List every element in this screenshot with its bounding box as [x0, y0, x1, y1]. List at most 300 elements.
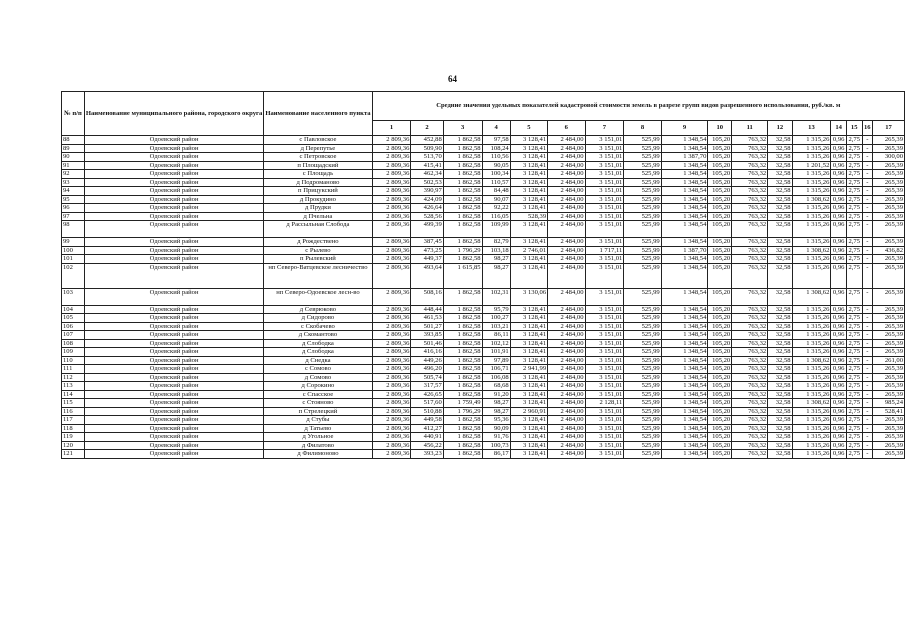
value-col-6: 2 484,00: [548, 416, 585, 425]
row-number: 105: [62, 314, 85, 323]
value-col-4: 68,68: [482, 382, 510, 391]
value-col-5: 3 128,41: [510, 450, 547, 459]
value-col-15: 2,75: [846, 390, 862, 399]
value-col-10: 105,20: [708, 348, 732, 357]
value-col-10: 105,20: [708, 407, 732, 416]
value-col-7: 3 151,01: [585, 314, 624, 323]
value-col-9: 1 348,54: [661, 187, 708, 196]
row-number: 118: [62, 424, 85, 433]
value-col-1: 2 809,36: [372, 170, 411, 179]
value-col-10: 105,20: [708, 246, 732, 255]
value-col-4: 95,79: [482, 305, 510, 314]
value-col-5: 3 128,41: [510, 314, 547, 323]
value-col-11: 763,32: [732, 390, 768, 399]
value-col-10: 105,20: [708, 204, 732, 213]
value-col-1: 2 809,36: [372, 339, 411, 348]
value-col-10: 105,20: [708, 424, 732, 433]
value-col-10: 105,20: [708, 288, 732, 305]
row-number: 101: [62, 255, 85, 264]
value-col-16: -: [862, 255, 873, 264]
value-col-4: 82,79: [482, 238, 510, 247]
value-col-14: 0,96: [831, 390, 847, 399]
row-number: 115: [62, 399, 85, 408]
value-col-3: 1 862,58: [443, 305, 482, 314]
district-name: Одоевский район: [84, 136, 263, 145]
value-col-9: 1 348,54: [661, 450, 708, 459]
value-col-1: 2 809,36: [372, 246, 411, 255]
settlement-name: д Рождествено: [264, 238, 372, 247]
value-col-17: 265,39: [873, 373, 905, 382]
value-col-3: 1 862,58: [443, 450, 482, 459]
table-row: [62, 399, 905, 408]
table-row: [62, 246, 905, 255]
value-col-2: 499,39: [411, 221, 443, 238]
value-col-15: 2,75: [846, 365, 862, 374]
value-col-14: 0,96: [831, 331, 847, 340]
value-col-16: -: [862, 187, 873, 196]
header-group-col-1: 1: [372, 121, 411, 136]
value-col-5: 3 128,41: [510, 170, 547, 179]
table-row: [62, 365, 905, 374]
value-col-3: 1 862,58: [443, 348, 482, 357]
value-col-17: 265,39: [873, 170, 905, 179]
value-col-9: 1 348,54: [661, 263, 708, 288]
value-col-13: 1 201,52: [792, 161, 831, 170]
settlement-name: д Скомантово: [264, 331, 372, 340]
value-col-2: 393,85: [411, 331, 443, 340]
table-row: [62, 288, 905, 305]
value-col-10: 105,20: [708, 433, 732, 442]
value-col-6: 2 484,00: [548, 348, 585, 357]
value-col-14: 0,96: [831, 433, 847, 442]
value-col-1: 2 809,36: [372, 263, 411, 288]
value-col-8: 525,99: [624, 339, 661, 348]
value-col-15: 2,75: [846, 161, 862, 170]
value-col-2: 416,16: [411, 348, 443, 357]
value-col-5: 3 128,41: [510, 373, 547, 382]
value-col-2: 496,20: [411, 365, 443, 374]
table-row: [62, 314, 905, 323]
value-col-9: 1 348,54: [661, 399, 708, 408]
value-col-14: 0,96: [831, 221, 847, 238]
district-name: Одоевский район: [84, 450, 263, 459]
value-col-8: 525,99: [624, 288, 661, 305]
table-row: [62, 441, 905, 450]
district-name: Одоевский район: [84, 153, 263, 162]
settlement-name: д Стубы: [264, 416, 372, 425]
value-col-12: 32,58: [768, 433, 792, 442]
value-col-15: 2,75: [846, 170, 862, 179]
value-col-17: 265,39: [873, 416, 905, 425]
value-col-5: 3 128,41: [510, 221, 547, 238]
value-col-7: 3 151,01: [585, 331, 624, 340]
value-col-14: 0,96: [831, 339, 847, 348]
value-col-2: 390,97: [411, 187, 443, 196]
value-col-2: 387,45: [411, 238, 443, 247]
value-col-4: 100,34: [482, 170, 510, 179]
value-col-9: 1 348,54: [661, 382, 708, 391]
value-col-17: 265,39: [873, 212, 905, 221]
value-col-13: 1 315,26: [792, 314, 831, 323]
value-col-3: 1 862,58: [443, 441, 482, 450]
value-col-17: 265,39: [873, 390, 905, 399]
value-col-6: 2 484,00: [548, 356, 585, 365]
value-col-13: 1 315,26: [792, 433, 831, 442]
value-col-4: 103,18: [482, 246, 510, 255]
value-col-11: 763,32: [732, 407, 768, 416]
value-col-11: 763,32: [732, 450, 768, 459]
table-row: [62, 348, 905, 357]
value-col-3: 1 759,49: [443, 399, 482, 408]
value-col-5: 2 746,01: [510, 246, 547, 255]
value-col-15: 2,75: [846, 288, 862, 305]
value-col-13: 1 315,26: [792, 136, 831, 145]
value-col-6: 2 484,00: [548, 365, 585, 374]
value-col-4: 90,07: [482, 195, 510, 204]
value-col-2: 502,53: [411, 178, 443, 187]
header-group-col-2: 2: [411, 121, 443, 136]
value-col-16: -: [862, 136, 873, 145]
row-number: 109: [62, 348, 85, 357]
value-col-12: 32,58: [768, 399, 792, 408]
district-name: Одоевский район: [84, 263, 263, 288]
value-col-8: 525,99: [624, 187, 661, 196]
value-col-4: 109,99: [482, 221, 510, 238]
value-col-11: 763,32: [732, 416, 768, 425]
row-number: 104: [62, 305, 85, 314]
value-col-13: 1 315,26: [792, 339, 831, 348]
value-col-14: 0,96: [831, 136, 847, 145]
value-col-6: 2 484,00: [548, 433, 585, 442]
value-col-7: 3 151,01: [585, 424, 624, 433]
value-col-5: 3 128,41: [510, 136, 547, 145]
row-number: 102: [62, 263, 85, 288]
value-col-4: 101,91: [482, 348, 510, 357]
value-col-11: 763,32: [732, 212, 768, 221]
settlement-name: п Площадский: [264, 161, 372, 170]
value-col-2: 448,44: [411, 305, 443, 314]
district-name: Одоевский район: [84, 390, 263, 399]
value-col-1: 2 809,36: [372, 288, 411, 305]
district-name: Одоевский район: [84, 373, 263, 382]
value-col-9: 1 348,54: [661, 339, 708, 348]
value-col-13: 1 315,26: [792, 390, 831, 399]
value-col-16: -: [862, 204, 873, 213]
value-col-4: 97,89: [482, 356, 510, 365]
table-row: [62, 144, 905, 153]
row-number: 98: [62, 221, 85, 238]
settlement-name: п Рылевский: [264, 255, 372, 264]
value-col-10: 105,20: [708, 263, 732, 288]
value-col-11: 763,32: [732, 424, 768, 433]
value-col-14: 0,96: [831, 246, 847, 255]
value-col-5: 3 128,41: [510, 339, 547, 348]
value-col-13: 1 315,26: [792, 373, 831, 382]
value-col-7: 1 717,11: [585, 246, 624, 255]
value-col-6: 2 484,00: [548, 238, 585, 247]
district-name: Одоевский район: [84, 288, 263, 305]
value-col-12: 32,58: [768, 314, 792, 323]
value-col-4: 86,11: [482, 331, 510, 340]
district-name: Одоевский район: [84, 322, 263, 331]
value-col-14: 0,96: [831, 416, 847, 425]
value-col-1: 2 809,36: [372, 356, 411, 365]
value-col-4: 108,24: [482, 144, 510, 153]
value-col-15: 2,75: [846, 441, 862, 450]
settlement-name: д Филимоново: [264, 450, 372, 459]
value-col-15: 2,75: [846, 263, 862, 288]
value-col-10: 105,20: [708, 221, 732, 238]
value-col-6: 2 484,00: [548, 288, 585, 305]
value-col-3: 1 862,58: [443, 416, 482, 425]
district-name: Одоевский район: [84, 416, 263, 425]
table-row: [62, 136, 905, 145]
value-col-14: 0,96: [831, 238, 847, 247]
value-col-3: 1 862,58: [443, 424, 482, 433]
value-col-17: 300,00: [873, 153, 905, 162]
value-col-15: 2,75: [846, 373, 862, 382]
value-col-13: 1 308,62: [792, 288, 831, 305]
value-col-3: 1 862,58: [443, 144, 482, 153]
value-col-11: 763,32: [732, 356, 768, 365]
value-col-9: 1 348,54: [661, 288, 708, 305]
district-name: Одоевский район: [84, 170, 263, 179]
page-number: 64: [448, 74, 457, 84]
value-col-8: 525,99: [624, 314, 661, 323]
value-col-12: 32,58: [768, 263, 792, 288]
row-number: 110: [62, 356, 85, 365]
value-col-7: 3 151,01: [585, 255, 624, 264]
table-row: [62, 382, 905, 391]
value-col-6: 2 484,00: [548, 187, 585, 196]
value-col-5: 3 128,41: [510, 441, 547, 450]
district-name: Одоевский район: [84, 195, 263, 204]
header-group-col-8: 8: [624, 121, 661, 136]
value-col-5: 3 128,41: [510, 356, 547, 365]
value-col-12: 32,58: [768, 246, 792, 255]
value-col-14: 0,96: [831, 288, 847, 305]
value-col-2: 493,64: [411, 263, 443, 288]
value-col-16: -: [862, 178, 873, 187]
value-col-17: 436,82: [873, 246, 905, 255]
value-col-6: 2 484,00: [548, 450, 585, 459]
value-col-2: 440,91: [411, 433, 443, 442]
value-col-2: 510,88: [411, 407, 443, 416]
value-col-12: 32,58: [768, 339, 792, 348]
value-col-4: 97,58: [482, 136, 510, 145]
value-col-15: 2,75: [846, 212, 862, 221]
value-col-10: 105,20: [708, 373, 732, 382]
value-col-8: 525,99: [624, 365, 661, 374]
value-col-16: -: [862, 399, 873, 408]
value-col-4: 106,08: [482, 373, 510, 382]
value-col-16: -: [862, 238, 873, 247]
value-col-12: 32,58: [768, 212, 792, 221]
header-value-group: Средние значения удельных показателей кадастровой стоимости земель в разрезе групп видов разрешенного использования, руб./кв. м: [372, 92, 904, 121]
value-col-1: 2 809,36: [372, 399, 411, 408]
value-col-10: 105,20: [708, 238, 732, 247]
value-col-15: 2,75: [846, 187, 862, 196]
value-col-1: 2 809,36: [372, 204, 411, 213]
value-col-3: 1 862,58: [443, 356, 482, 365]
value-col-7: 3 151,01: [585, 238, 624, 247]
value-col-10: 105,20: [708, 136, 732, 145]
value-col-3: 1 862,58: [443, 187, 482, 196]
value-col-4: 98,27: [482, 407, 510, 416]
value-col-14: 0,96: [831, 144, 847, 153]
value-col-10: 105,20: [708, 390, 732, 399]
value-col-8: 525,99: [624, 424, 661, 433]
value-col-13: 1 315,26: [792, 178, 831, 187]
settlement-name: д Рассыльная Слобода: [264, 221, 372, 238]
value-col-14: 0,96: [831, 187, 847, 196]
value-col-11: 763,32: [732, 382, 768, 391]
value-col-7: 3 151,01: [585, 195, 624, 204]
value-col-5: 2 960,91: [510, 407, 547, 416]
value-col-9: 1 348,54: [661, 161, 708, 170]
value-col-6: 2 484,00: [548, 263, 585, 288]
district-name: Одоевский район: [84, 441, 263, 450]
value-col-16: -: [862, 322, 873, 331]
value-col-2: 508,16: [411, 288, 443, 305]
value-col-16: -: [862, 390, 873, 399]
cadastral-value-table: [61, 91, 905, 459]
table-row: [62, 305, 905, 314]
header-group-col-4: 4: [482, 121, 510, 136]
header-group-col-12: 12: [768, 121, 792, 136]
value-col-5: 2 941,99: [510, 365, 547, 374]
settlement-name: д Сомово: [264, 373, 372, 382]
district-name: Одоевский район: [84, 382, 263, 391]
value-col-1: 2 809,36: [372, 195, 411, 204]
value-col-16: -: [862, 263, 873, 288]
value-col-6: 2 484,00: [548, 373, 585, 382]
value-col-17: 265,39: [873, 348, 905, 357]
value-col-5: 3 128,41: [510, 204, 547, 213]
value-col-13: 1 315,26: [792, 424, 831, 433]
row-number: 97: [62, 212, 85, 221]
value-col-16: -: [862, 221, 873, 238]
value-col-17: 261,00: [873, 356, 905, 365]
value-col-7: 3 151,01: [585, 390, 624, 399]
value-col-13: 1 315,26: [792, 305, 831, 314]
value-col-14: 0,96: [831, 263, 847, 288]
value-col-1: 2 809,36: [372, 416, 411, 425]
value-col-17: 265,39: [873, 161, 905, 170]
value-col-7: 3 151,01: [585, 416, 624, 425]
settlement-name: нп Северо-Ватцевское лесничество: [264, 263, 372, 288]
value-col-7: 3 151,01: [585, 170, 624, 179]
value-col-15: 2,75: [846, 153, 862, 162]
table-row: [62, 339, 905, 348]
value-col-9: 1 348,54: [661, 178, 708, 187]
value-col-10: 105,20: [708, 322, 732, 331]
value-col-13: 1 315,26: [792, 407, 831, 416]
row-number: 92: [62, 170, 85, 179]
district-name: Одоевский район: [84, 305, 263, 314]
table-row: [62, 373, 905, 382]
value-col-12: 32,58: [768, 195, 792, 204]
value-col-12: 32,58: [768, 144, 792, 153]
value-col-3: 1 615,85: [443, 263, 482, 288]
header-group-col-16: 16: [862, 121, 873, 136]
value-col-8: 525,99: [624, 195, 661, 204]
value-col-2: 426,64: [411, 204, 443, 213]
value-col-13: 1 315,26: [792, 238, 831, 247]
value-col-12: 32,58: [768, 187, 792, 196]
district-name: Одоевский район: [84, 314, 263, 323]
value-col-9: 1 387,70: [661, 153, 708, 162]
value-col-7: 3 151,01: [585, 161, 624, 170]
value-col-17: 265,39: [873, 433, 905, 442]
row-number: 112: [62, 373, 85, 382]
value-col-7: 3 151,01: [585, 212, 624, 221]
value-col-7: 3 151,01: [585, 178, 624, 187]
value-col-8: 525,99: [624, 153, 661, 162]
value-col-9: 1 348,54: [661, 195, 708, 204]
value-col-4: 116,05: [482, 212, 510, 221]
value-col-4: 95,36: [482, 416, 510, 425]
value-col-1: 2 809,36: [372, 373, 411, 382]
district-name: Одоевский район: [84, 212, 263, 221]
value-col-10: 105,20: [708, 331, 732, 340]
value-col-4: 90,09: [482, 424, 510, 433]
value-col-1: 2 809,36: [372, 161, 411, 170]
value-col-15: 2,75: [846, 255, 862, 264]
value-col-12: 32,58: [768, 136, 792, 145]
value-col-15: 2,75: [846, 339, 862, 348]
value-col-6: 2 484,00: [548, 305, 585, 314]
value-col-13: 1 315,26: [792, 365, 831, 374]
district-name: Одоевский район: [84, 424, 263, 433]
settlement-name: д Сидорово: [264, 314, 372, 323]
value-col-17: 265,39: [873, 382, 905, 391]
value-col-10: 105,20: [708, 161, 732, 170]
value-col-5: 3 128,41: [510, 416, 547, 425]
value-col-8: 525,99: [624, 441, 661, 450]
settlement-name: с Павловское: [264, 136, 372, 145]
value-col-5: 3 128,41: [510, 424, 547, 433]
value-col-9: 1 348,54: [661, 407, 708, 416]
value-col-14: 0,96: [831, 424, 847, 433]
row-number: 116: [62, 407, 85, 416]
value-col-14: 0,96: [831, 382, 847, 391]
value-col-3: 1 862,58: [443, 322, 482, 331]
value-col-5: 3 128,41: [510, 255, 547, 264]
value-col-5: 3 128,41: [510, 161, 547, 170]
district-name: Одоевский район: [84, 178, 263, 187]
value-col-17: 265,39: [873, 178, 905, 187]
value-col-11: 763,32: [732, 433, 768, 442]
row-number: 114: [62, 390, 85, 399]
value-col-11: 763,32: [732, 331, 768, 340]
value-col-8: 525,99: [624, 399, 661, 408]
value-col-15: 2,75: [846, 178, 862, 187]
value-col-14: 0,96: [831, 153, 847, 162]
value-col-5: 3 128,41: [510, 153, 547, 162]
value-col-9: 1 348,54: [661, 144, 708, 153]
settlement-name: д Прудки: [264, 204, 372, 213]
value-col-8: 525,99: [624, 382, 661, 391]
table-row: [62, 212, 905, 221]
district-name: Одоевский район: [84, 238, 263, 247]
value-col-5: 3 128,41: [510, 348, 547, 357]
value-col-7: 3 151,01: [585, 305, 624, 314]
header-group-col-5: 5: [510, 121, 547, 136]
value-col-9: 1 348,54: [661, 204, 708, 213]
table-row: [62, 195, 905, 204]
value-col-4: 100,73: [482, 441, 510, 450]
